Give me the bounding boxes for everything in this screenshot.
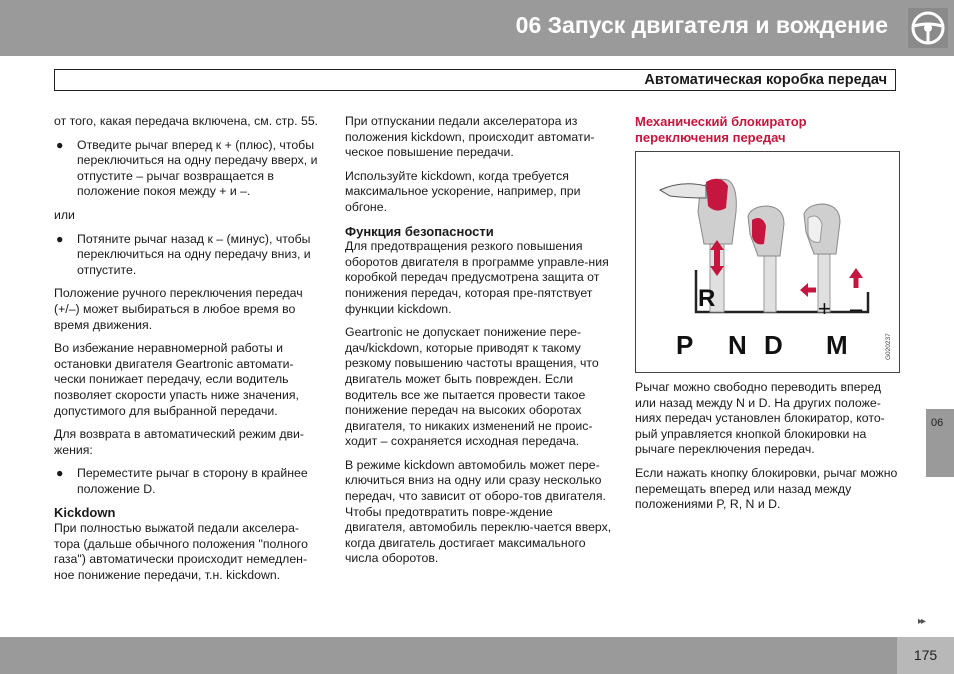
list-item: ● Переместите рычаг в сторону в крайнее положение D. bbox=[56, 466, 308, 496]
footer-bar bbox=[0, 637, 954, 674]
column-2 bbox=[345, 114, 613, 575]
paragraph: от того, какая передача включена, см. стр. 55. bbox=[54, 114, 319, 128]
section-title: Автоматическая коробка передач bbox=[644, 72, 887, 88]
paragraph: В режиме kickdown автомобиль может пере-ключиться вниз на одну или сразу несколько передач, что зависит от оборо-тов двигателя. Чтобы предотвратить повре-ждение двигателя, автомобиль переклю-чается вверх, когда двигатель достигает максимального числа оборотов. bbox=[345, 457, 612, 566]
paragraph: Для возврата в автоматический режим дви-жения: bbox=[54, 427, 305, 457]
gear-label-d: D bbox=[764, 330, 783, 360]
gear-label-n: N bbox=[728, 330, 747, 360]
bullet-icon: ● bbox=[56, 137, 64, 152]
paragraph: Geartronic не допускает понижение пере-дач/kickdown, которые приводят к такому резкому повышению частоты вращения, что двигатель может быть поврежден. Если водитель все же пытается провести такое понижение передач на высоких оборотах двигателя, то никаких изменений не проис-ходит – сохраняется исходная передача. bbox=[345, 325, 599, 449]
header-bar bbox=[0, 0, 954, 56]
column-3-text bbox=[635, 380, 901, 521]
next-page-icon[interactable]: ▸▸ bbox=[918, 616, 925, 627]
paragraph: Рычаг можно свободно переводить вперед или назад между N и D. На других положе-ниях передач установлен блокиратор, кото-рый управляется кнопкой блокировки на рычаге переключения передач. bbox=[635, 380, 885, 457]
steering-wheel-icon bbox=[908, 8, 948, 48]
section-header bbox=[54, 69, 896, 91]
chapter-tab[interactable] bbox=[926, 409, 954, 477]
subheading-safety: Функция безопасности bbox=[345, 223, 494, 239]
paragraph: Положение ручного переключения передач (+/–) может выбираться в любое время во время движения. bbox=[54, 286, 303, 332]
gear-shift-figure bbox=[635, 151, 900, 373]
list-item: ● Отведите рычаг вперед к + (плюс), чтобы переключиться на одну передачу вверх, и отпустите – рычаг возвращается в положение покоя между + и –. bbox=[56, 137, 318, 199]
gear-shift-illustration bbox=[636, 152, 899, 372]
minus-sign: – bbox=[850, 296, 863, 321]
figure-code: G020237 bbox=[885, 333, 892, 360]
column-1 bbox=[54, 114, 324, 591]
paragraph: Если нажать кнопку блокировки, рычаг можно перемещать вперед или назад между положениями P, R, N и D. bbox=[635, 465, 898, 512]
bullet-icon: ● bbox=[56, 466, 64, 481]
page-number: 175 bbox=[897, 637, 954, 674]
list-item: ● Потяните рычаг назад к – (минус), чтобы переключиться на одну передачу вниз, и отпустите. bbox=[56, 231, 311, 277]
paragraph: Для предотвращения резкого повышения оборотов двигателя в программе управле-ния коробкой передач предусмотрена защита от понижения передач, которая пре-пятствует функции kickdown. bbox=[345, 239, 609, 316]
paragraph: При полностью выжатой педали акселера-тора (дальше обычного положения "полного газа") автоматически происходит немедлен-ное понижение передачи, т.н. kickdown. bbox=[54, 521, 308, 582]
paragraph: Во избежание неравномерной работы и остановки двигателя Geartronic автомати-чески понижает передачу, если водитель позволяет скорости упасть ниже значения, допустимого для выбранной передачи. bbox=[54, 341, 299, 418]
paragraph: Используйте kickdown, когда требуется максимальное ускорение, например, при обгоне. bbox=[345, 168, 581, 214]
bullet-icon: ● bbox=[56, 231, 64, 246]
gear-label-r: R bbox=[698, 285, 716, 312]
paragraph: или bbox=[54, 207, 75, 222]
chapter-title: 06 Запуск двигателя и вождение bbox=[515, 12, 888, 38]
gear-label-p: P bbox=[676, 330, 694, 360]
subheading-shift-lock: Механический блокиратор переключения передач bbox=[635, 114, 807, 145]
subheading-kickdown: Kickdown bbox=[54, 505, 116, 521]
paragraph: При отпускании педали акселератора из положения kickdown, происходит автомати-ческое повышение передачи. bbox=[345, 114, 595, 160]
plus-sign: + bbox=[818, 296, 831, 321]
gear-label-m: M bbox=[826, 330, 848, 360]
chapter-tab-label: 06 bbox=[931, 417, 944, 429]
